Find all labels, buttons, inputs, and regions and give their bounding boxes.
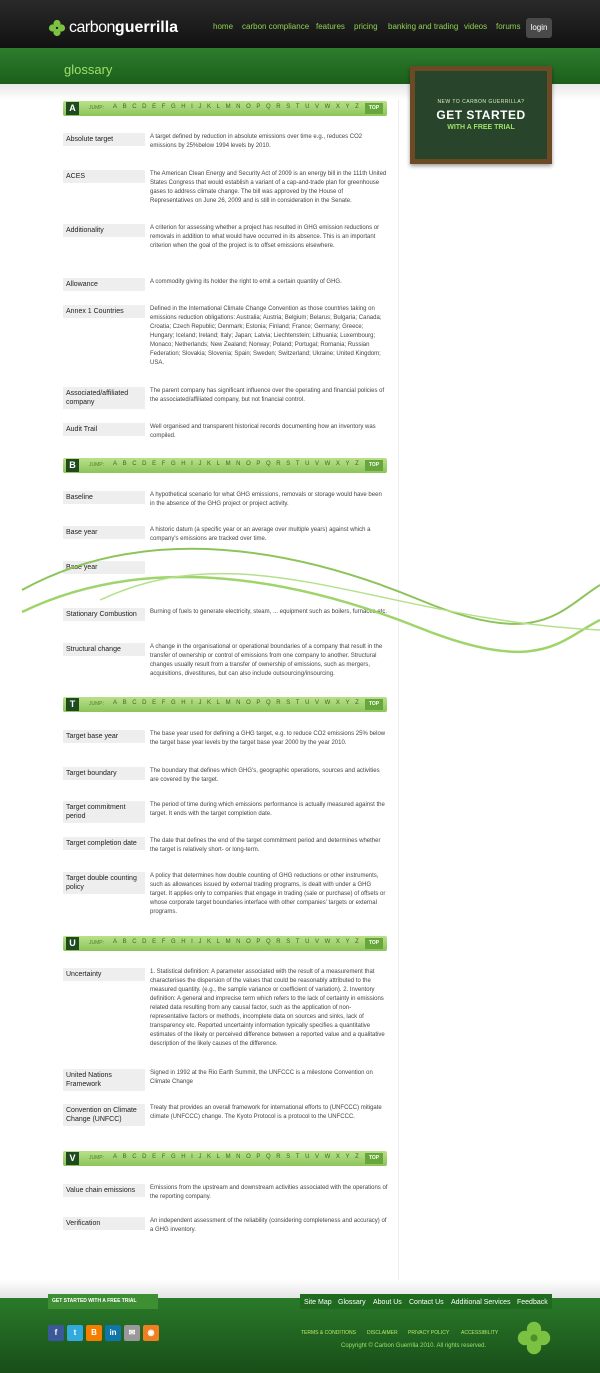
- jump-link-w[interactable]: W: [324, 104, 331, 110]
- glossary-definition: A policy that determines how double counting of GHG reductions or other instruments, such as allowances issued by external trading programs, is dealt with under a GHG target. It applies only to companies that engage in trading (sale or purchase) of offsets or whose corporate target boundaries interface with other companies' targets or external programs.: [150, 873, 386, 915]
- jump-link-l[interactable]: L: [216, 700, 220, 706]
- top-bar: [0, 0, 600, 48]
- clover-icon: [48, 19, 66, 37]
- glossary-definition: Signed in 1992 at the Rio Earth Summit, the UNFCCC is a milestone Convention on Climate Change: [150, 1070, 373, 1085]
- email-icon[interactable]: ✉: [124, 1325, 140, 1341]
- footer-free-trial-button[interactable]: GET STARTED WITH A FREE TRIAL: [48, 1294, 158, 1309]
- jump-link-i[interactable]: I: [191, 104, 193, 110]
- jump-link-j[interactable]: J: [198, 104, 202, 110]
- glossary-term: Target base year: [63, 730, 145, 743]
- jump-link-l[interactable]: L: [216, 939, 220, 945]
- glossary-term: Additionality: [63, 224, 145, 237]
- glossary-term: Audit Trail: [63, 423, 145, 436]
- jump-link-d[interactable]: D: [142, 104, 147, 110]
- glossary-term: Convention on Climate Change (UNFCC): [63, 1104, 145, 1126]
- glossary-definition: The boundary that defines which GHG's, geographic operations, sources and activities are covered by the target.: [150, 768, 380, 783]
- jump-link-b[interactable]: B: [122, 1154, 127, 1160]
- jump-link-x[interactable]: X: [335, 700, 340, 706]
- jump-link-e[interactable]: E: [152, 1154, 157, 1160]
- section-letter: A: [66, 102, 79, 115]
- jump-link-x[interactable]: X: [335, 1154, 340, 1160]
- jump-link-y[interactable]: Y: [345, 104, 350, 110]
- glossary-definition: The date that defines the end of the target commitment period and determines whether the target is relatively short- or long-term.: [150, 838, 381, 853]
- brand-logo[interactable]: [48, 16, 178, 40]
- jump-link-n[interactable]: N: [236, 939, 241, 945]
- jump-link-e[interactable]: E: [152, 939, 157, 945]
- glossary-definition: Defined in the International Climate Change Convention as those countries taking on emissions reduction obligations: Australia; Austria; Belgium; Belarus; Bulgaria; Canada; Croatia; Czech Republic; Denmark; Estonia; Finland; France; Germany; Greece; Hungary; Iceland; Ireland; Italy; Japan; Latvia; Liechtenstein; Lithuania; Luxembourg; Monaco; Netherlands; New Zealand; Norway; Poland; Portugal; Romania; Russian Federation; Slovakia; Slovenia; Spain; Sweden; Switzerland; Ukraine; United Kingdom; USA.: [150, 306, 382, 366]
- glossary-definition: An independent assessment of the reliability (considering completeness and accuracy) of a GHG inventory.: [150, 1218, 387, 1233]
- jump-link-m[interactable]: M: [225, 939, 231, 945]
- jump-link-d[interactable]: D: [142, 1154, 147, 1160]
- jump-link-h[interactable]: H: [181, 1154, 186, 1160]
- jump-link-e[interactable]: E: [152, 461, 157, 467]
- footer-nav-item[interactable]: About Us: [373, 1299, 402, 1306]
- promo-line3: WITH A FREE TRIAL: [447, 124, 515, 131]
- jump-link-c[interactable]: C: [132, 104, 137, 110]
- jump-link-i[interactable]: I: [191, 461, 193, 467]
- jump-link-f[interactable]: F: [161, 461, 166, 467]
- jump-link-g[interactable]: G: [170, 461, 176, 467]
- glossary-term: Verification: [63, 1217, 145, 1230]
- jump-link-r[interactable]: R: [276, 939, 281, 945]
- footer-link[interactable]: ACCESSIBILITY: [461, 1330, 499, 1336]
- jump-link-f[interactable]: F: [161, 104, 166, 110]
- glossary-definition: A criterion for assessing whether a project has resulted in GHG emission reductions or removals in addition to what would have occurred in its absence. This is an important criterion when the goal of the project is to offset emissions elsewhere.: [150, 225, 380, 249]
- brand-part2: guerrilla: [114, 19, 179, 36]
- jump-link-j[interactable]: J: [198, 939, 202, 945]
- jump-link-j[interactable]: J: [198, 1154, 202, 1160]
- jump-link-r[interactable]: R: [276, 1154, 281, 1160]
- glossary-definition: Emissions from the upstream and downstream activities associated with the operations of the reporting company.: [150, 1185, 388, 1200]
- jump-link-g[interactable]: G: [170, 939, 176, 945]
- jump-link-m[interactable]: M: [225, 104, 231, 110]
- nav-item[interactable]: banking and trading: [388, 22, 459, 31]
- glossary-term: ACES: [63, 170, 145, 183]
- jump-link-y[interactable]: Y: [345, 461, 350, 467]
- glossary-term: Target completion date: [63, 837, 145, 850]
- jump-link-e[interactable]: E: [152, 104, 157, 110]
- jump-link-g[interactable]: G: [170, 700, 176, 706]
- jump-link-y[interactable]: Y: [345, 700, 350, 706]
- jump-link-x[interactable]: X: [335, 939, 340, 945]
- decorative-wave: [0, 540, 600, 670]
- footer-link[interactable]: TERMS & CONDITIONS: [301, 1330, 357, 1336]
- jump-link-c[interactable]: C: [132, 461, 137, 467]
- letter-bar-b: [63, 458, 387, 473]
- glossary-term: United Nations Framework: [63, 1069, 145, 1091]
- jump-link-a[interactable]: A: [113, 939, 118, 945]
- jump-link-d[interactable]: D: [142, 461, 147, 467]
- login-button[interactable]: login: [526, 18, 552, 38]
- jump-link-c[interactable]: C: [132, 1154, 137, 1160]
- jump-link-a[interactable]: A: [113, 104, 118, 110]
- footer-nav-item[interactable]: Contact Us: [409, 1299, 444, 1306]
- glossary-term: Structural change: [63, 643, 145, 656]
- rss-icon[interactable]: ◉: [143, 1325, 159, 1341]
- glossary-term: Target commitment period: [63, 801, 145, 823]
- nav-item[interactable]: forums: [496, 22, 521, 31]
- glossary-term: Allowance: [63, 278, 145, 291]
- page-title: glossary: [64, 62, 113, 77]
- nav-item[interactable]: videos: [464, 22, 488, 31]
- jump-label: JUMP:: [89, 940, 104, 946]
- jump-link-m[interactable]: M: [225, 461, 231, 467]
- jump-link-z[interactable]: Z: [355, 1154, 359, 1160]
- jump-link-q[interactable]: Q: [265, 939, 271, 945]
- footer-clover-icon: [516, 1320, 552, 1356]
- section-letter: V: [66, 1152, 79, 1165]
- alphabet-links: [113, 104, 359, 110]
- jump-link-s[interactable]: S: [286, 104, 291, 110]
- glossary-definition: The base year used for defining a GHG target, e.g. to reduce CO2 emissions 25% below the target base year levels by the target base year 2000 by the year 2010.: [150, 731, 386, 746]
- jump-link-l[interactable]: L: [216, 1154, 220, 1160]
- jump-link-u[interactable]: U: [305, 939, 310, 945]
- jump-link-v[interactable]: V: [315, 700, 320, 706]
- jump-link-h[interactable]: H: [181, 461, 186, 467]
- jump-link-c[interactable]: C: [132, 939, 137, 945]
- jump-link-v[interactable]: V: [315, 461, 320, 467]
- jump-link-q[interactable]: Q: [265, 700, 271, 706]
- letter-bar-a: [63, 101, 387, 116]
- glossary-definition: Treaty that provides an overall framework for international efforts to (UNFCCC) mitigate climate (UNFCCC) change. The Kyoto Protocol is a protocol to the UNFCCC.: [150, 1105, 382, 1120]
- jump-link-b[interactable]: B: [122, 939, 127, 945]
- letter-bar-u: [63, 936, 387, 951]
- section-letter: T: [66, 698, 79, 711]
- jump-link-w[interactable]: W: [324, 700, 331, 706]
- jump-link-f[interactable]: F: [161, 939, 166, 945]
- jump-link-h[interactable]: H: [181, 939, 186, 945]
- jump-link-b[interactable]: B: [122, 461, 127, 467]
- glossary-term: Stationary Combustion: [63, 608, 145, 621]
- blogger-icon[interactable]: B: [86, 1325, 102, 1341]
- jump-link-k[interactable]: K: [207, 1154, 212, 1160]
- glossary-term: Baseline: [63, 491, 145, 504]
- glossary-term: Target double counting policy: [63, 872, 145, 894]
- glossary-term: Base year: [63, 526, 145, 539]
- jump-link-g[interactable]: G: [170, 1154, 176, 1160]
- free-trial-promo[interactable]: [410, 66, 552, 164]
- jump-link-o[interactable]: O: [246, 939, 251, 945]
- jump-label: JUMP:: [89, 701, 104, 707]
- top-button[interactable]: TOP: [365, 460, 383, 471]
- jump-link-f[interactable]: F: [161, 700, 166, 706]
- jump-link-t[interactable]: T: [295, 461, 300, 467]
- jump-link-o[interactable]: O: [246, 461, 251, 467]
- jump-link-h[interactable]: H: [181, 700, 186, 706]
- jump-link-y[interactable]: Y: [345, 939, 350, 945]
- jump-link-r[interactable]: R: [276, 104, 281, 110]
- footer-nav-item[interactable]: Feedback: [517, 1299, 548, 1306]
- glossary-definition: A historic datum (a specific year or an average over multiple years) against which a company's emissions are tracked over time.: [150, 527, 371, 542]
- top-button[interactable]: TOP: [365, 1153, 383, 1164]
- jump-link-r[interactable]: R: [276, 461, 281, 467]
- glossary-definition: A hypothetical scenario for what GHG emissions, removals or storage would have been in the absence of the GHG project or project activity.: [150, 492, 382, 507]
- jump-link-z[interactable]: Z: [355, 461, 359, 467]
- jump-link-u[interactable]: U: [305, 1154, 310, 1160]
- nav-item[interactable]: home: [213, 22, 234, 31]
- footer-nav-item[interactable]: Glossary: [338, 1299, 366, 1306]
- glossary-definition: 1. Statistical definition: A parameter associated with the result of a measurement that characterises the dispersion of the values that could be reasonably attributed to the measured quantity. (e.g., the sample variance or coefficient of variation). 2. Inventory definition: A general and imprecise term which refers to the lack of certainty in emissions related data resulting from any causal factor, such as the application of non-representative factors or methods, incomplete data on sources and sinks, lack of transparency etc. Reported uncertainty information typically specifies a quantitative estimates of the likely or perceived difference between a reported value and a qualitative description of the likely causes of the difference.: [150, 969, 385, 1047]
- letter-bar-v: [63, 1151, 387, 1166]
- jump-link-s[interactable]: S: [286, 700, 291, 706]
- twitter-icon[interactable]: t: [67, 1325, 83, 1341]
- jump-link-o[interactable]: O: [246, 104, 251, 110]
- jump-link-b[interactable]: B: [122, 104, 127, 110]
- jump-link-w[interactable]: W: [324, 1154, 331, 1160]
- jump-link-i[interactable]: I: [191, 939, 193, 945]
- jump-link-n[interactable]: N: [236, 1154, 241, 1160]
- footer-nav-item[interactable]: Site Map: [304, 1299, 332, 1306]
- jump-link-m[interactable]: M: [225, 1154, 231, 1160]
- jump-link-j[interactable]: J: [198, 461, 202, 467]
- jump-link-p[interactable]: P: [256, 939, 261, 945]
- jump-link-x[interactable]: X: [335, 104, 340, 110]
- glossary-definition: Burning of fuels to generate electricity, steam, ... equipment such as boilers, furnaces etc.: [150, 609, 388, 615]
- jump-link-n[interactable]: N: [236, 104, 241, 110]
- jump-link-d[interactable]: D: [142, 939, 147, 945]
- jump-link-z[interactable]: Z: [355, 939, 359, 945]
- jump-link-t[interactable]: T: [295, 1154, 300, 1160]
- jump-label: JUMP:: [89, 105, 104, 111]
- letter-bar-t: [63, 697, 387, 712]
- alphabet-links: [113, 939, 359, 945]
- glossary-definition: A target defined by reduction in absolute emissions over time e.g., reduces CO2 emissions by 25%below 1994 levels by 2010.: [150, 134, 363, 149]
- jump-link-o[interactable]: O: [246, 1154, 251, 1160]
- jump-link-q[interactable]: Q: [265, 461, 271, 467]
- jump-link-b[interactable]: B: [122, 700, 127, 706]
- jump-label: JUMP:: [89, 1155, 104, 1161]
- glossary-definition: Well organised and transparent historical records documenting how an inventory was compiled.: [150, 424, 376, 439]
- jump-link-t[interactable]: T: [295, 104, 300, 110]
- jump-link-g[interactable]: G: [170, 104, 176, 110]
- linkedin-icon[interactable]: in: [105, 1325, 121, 1341]
- jump-link-s[interactable]: S: [286, 461, 291, 467]
- jump-link-q[interactable]: Q: [265, 104, 271, 110]
- jump-link-p[interactable]: P: [256, 461, 261, 467]
- footer-nav-item[interactable]: Additional Services: [451, 1299, 511, 1306]
- top-button[interactable]: TOP: [365, 938, 383, 949]
- jump-link-v[interactable]: V: [315, 104, 320, 110]
- jump-link-j[interactable]: J: [198, 700, 202, 706]
- jump-link-x[interactable]: X: [335, 461, 340, 467]
- jump-link-l[interactable]: L: [216, 461, 220, 467]
- jump-link-k[interactable]: K: [207, 700, 212, 706]
- jump-label: JUMP:: [89, 462, 104, 468]
- glossary-term: Associated/affiliated company: [63, 387, 145, 409]
- jump-link-r[interactable]: R: [276, 700, 281, 706]
- jump-link-z[interactable]: Z: [355, 104, 359, 110]
- jump-link-y[interactable]: Y: [345, 1154, 350, 1160]
- jump-link-u[interactable]: U: [305, 461, 310, 467]
- glossary-definition: The period of time during which emissions performance is actually measured against the target. It ends with the target completion date.: [150, 802, 385, 817]
- jump-link-e[interactable]: E: [152, 700, 157, 706]
- top-button[interactable]: TOP: [365, 699, 383, 710]
- glossary-definition: The parent company has significant influence over the operating and financial policies of the associated/affiliated company, but not financial control.: [150, 388, 385, 403]
- glossary-term: Annex 1 Countries: [63, 305, 145, 318]
- jump-link-v[interactable]: V: [315, 1154, 320, 1160]
- glossary-definition: A change in the organisational or operational boundaries of a company that result in the transfer of ownership or control of emissions from one company to another. Structural changes usually result from a transfer of ownership of emissions, such as mergers, acquisitions, divestitures, but can also include outsourcing/insourcing.: [150, 644, 383, 677]
- jump-link-w[interactable]: W: [324, 461, 331, 467]
- jump-link-z[interactable]: Z: [355, 700, 359, 706]
- jump-link-p[interactable]: P: [256, 1154, 261, 1160]
- top-button[interactable]: TOP: [365, 103, 383, 114]
- jump-link-f[interactable]: F: [161, 1154, 166, 1160]
- brand-part1: carbon: [69, 19, 115, 36]
- nav-item[interactable]: carbon compliance: [242, 22, 310, 31]
- jump-link-q[interactable]: Q: [265, 1154, 271, 1160]
- jump-link-p[interactable]: P: [256, 700, 261, 706]
- jump-link-d[interactable]: D: [142, 700, 147, 706]
- footer-link[interactable]: DISCLAIMER: [367, 1330, 398, 1336]
- jump-link-u[interactable]: U: [305, 700, 310, 706]
- jump-link-m[interactable]: M: [225, 700, 231, 706]
- jump-link-k[interactable]: K: [207, 104, 212, 110]
- glossary-definition: A commodity giving its holder the right to emit a certain quantity of GHG.: [150, 279, 342, 285]
- jump-link-s[interactable]: S: [286, 1154, 291, 1160]
- jump-link-l[interactable]: L: [216, 104, 220, 110]
- promo-line2: GET STARTED: [436, 108, 526, 122]
- jump-link-k[interactable]: K: [207, 939, 212, 945]
- footer-link[interactable]: PRIVACY POLICY: [408, 1330, 450, 1336]
- jump-link-i[interactable]: I: [191, 700, 193, 706]
- alphabet-links: [113, 700, 359, 706]
- jump-link-u[interactable]: U: [305, 104, 310, 110]
- jump-link-t[interactable]: T: [295, 700, 300, 706]
- jump-link-a[interactable]: A: [113, 700, 118, 706]
- glossary-term: Value chain emissions: [63, 1184, 145, 1197]
- facebook-icon[interactable]: f: [48, 1325, 64, 1341]
- alphabet-links: [113, 461, 359, 467]
- alphabet-links: [113, 1154, 359, 1160]
- jump-link-v[interactable]: V: [315, 939, 320, 945]
- jump-link-t[interactable]: T: [295, 939, 300, 945]
- promo-line1: NEW TO CARBON GUERRILLA?: [437, 99, 525, 105]
- jump-link-o[interactable]: O: [246, 700, 251, 706]
- jump-link-w[interactable]: W: [324, 939, 331, 945]
- section-letter: B: [66, 459, 79, 472]
- nav-item[interactable]: features: [316, 22, 345, 31]
- jump-link-k[interactable]: K: [207, 461, 212, 467]
- jump-link-n[interactable]: N: [236, 461, 241, 467]
- jump-link-c[interactable]: C: [132, 700, 137, 706]
- jump-link-s[interactable]: S: [286, 939, 291, 945]
- copyright: Copyright © Carbon Guerrilla 2010. All rights reserved.: [341, 1343, 487, 1349]
- glossary-term: Uncertainty: [63, 968, 145, 981]
- nav-item[interactable]: pricing: [354, 22, 378, 31]
- glossary-term: Target boundary: [63, 767, 145, 780]
- jump-link-p[interactable]: P: [256, 104, 261, 110]
- content-divider: [398, 100, 399, 1280]
- glossary-term: Absolute target: [63, 133, 145, 146]
- section-letter: U: [66, 937, 79, 950]
- jump-link-n[interactable]: N: [236, 700, 241, 706]
- glossary-term: Base year: [63, 561, 145, 574]
- jump-link-a[interactable]: A: [113, 461, 118, 467]
- jump-link-a[interactable]: A: [113, 1154, 118, 1160]
- jump-link-h[interactable]: H: [181, 104, 186, 110]
- glossary-definition: The American Clean Energy and Security Act of 2009 is an energy bill in the 111th United States Congress that would establish a variant of a cap-and-trade plan for greenhouse gases to address climate change. The bill was approved by the House of Representatives on June 26, 2009 and is still in consideration in the Senate.: [150, 171, 387, 204]
- jump-link-i[interactable]: I: [191, 1154, 193, 1160]
